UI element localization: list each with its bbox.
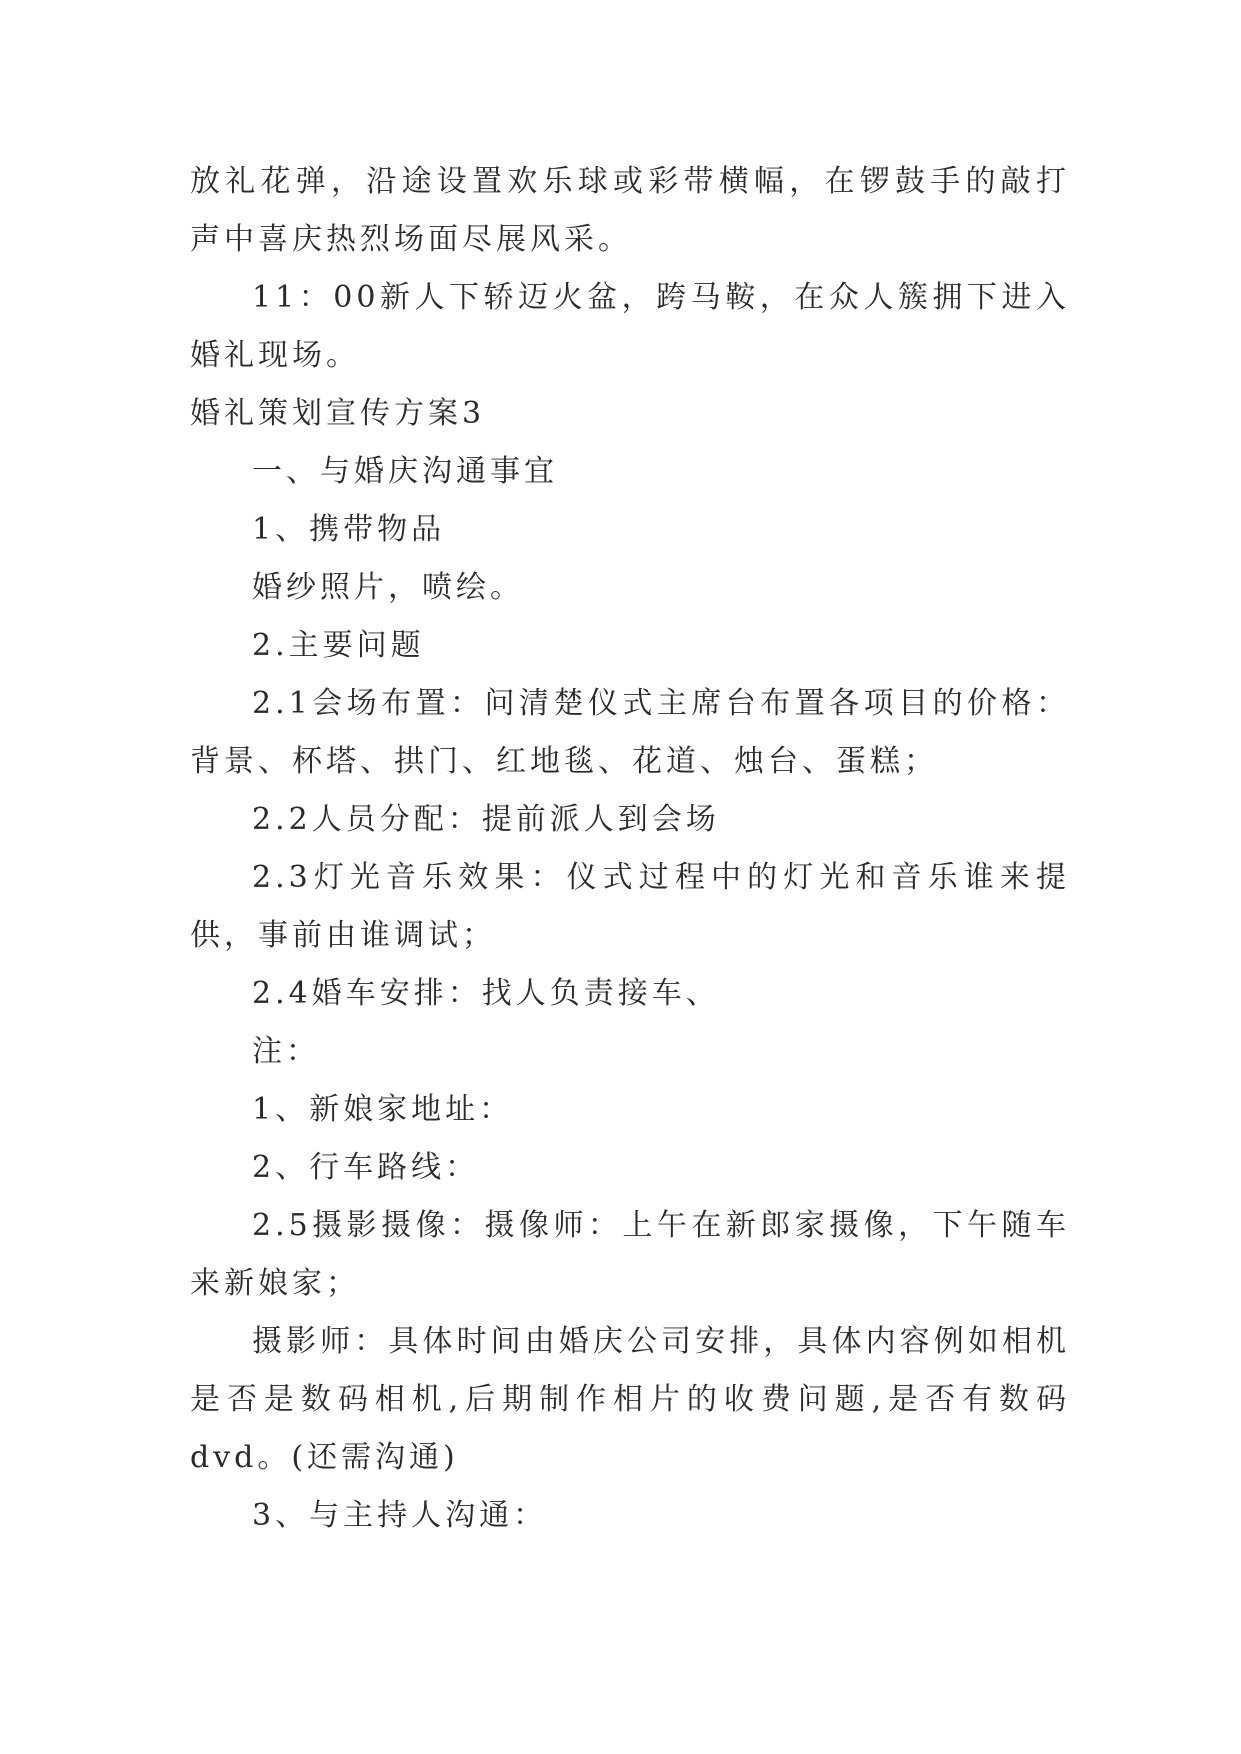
list-item-host-communication: 3、与主持人沟通： [252,1498,548,1533]
note-label: 注： [252,1034,320,1069]
list-item-carry-items: 1、携带物品 [252,512,446,547]
section-heading-communication: 一、与婚庆沟通事宜 [252,454,558,489]
paragraph-staff-allocation: 2.2人员分配：提前派人到会场 [252,802,720,837]
paragraph-photos: 婚纱照片，喷绘。 [252,570,524,605]
paragraph-wedding-car: 2.4婚车安排：找人负责接车、 [252,976,720,1011]
paragraph-arrival-time: 11：00新人下轿迈火盆，跨马鞍，在众人簇拥下进入婚礼现场。 [190,280,1070,373]
paragraph-photography-video: 2.5摄影摄像：摄像师：上午在新郎家摄像，下午随车来新娘家； [190,1208,1070,1301]
paragraph-opening-continuation: 放礼花弹，沿途设置欢乐球或彩带横幅，在锣鼓手的敲打声中喜庆热烈场面尽展风采。 [190,164,1070,257]
list-item-driving-route: 2、行车路线： [252,1150,480,1185]
paragraph-venue-setup: 2.1会场布置：问清楚仪式主席台布置各项目的价格：背景、杯塔、拱门、红地毯、花道、烛台、蛋糕； [190,686,1070,779]
paragraph-lighting-music: 2.3灯光音乐效果：仪式过程中的灯光和音乐谁来提供，事前由谁调试； [190,860,1070,953]
list-item-main-issues: 2.主要问题 [252,628,425,663]
paragraph-photographer: 摄影师：具体时间由婚庆公司安排，具体内容例如相机是否是数码相机,后期制作相片的收费问题,是否有数码dvd。(还需沟通) [190,1324,1070,1475]
section-title: 婚礼策划宣传方案3 [190,396,486,431]
document-body [190,153,1070,1545]
list-item-bride-address: 1、新娘家地址： [252,1092,514,1127]
